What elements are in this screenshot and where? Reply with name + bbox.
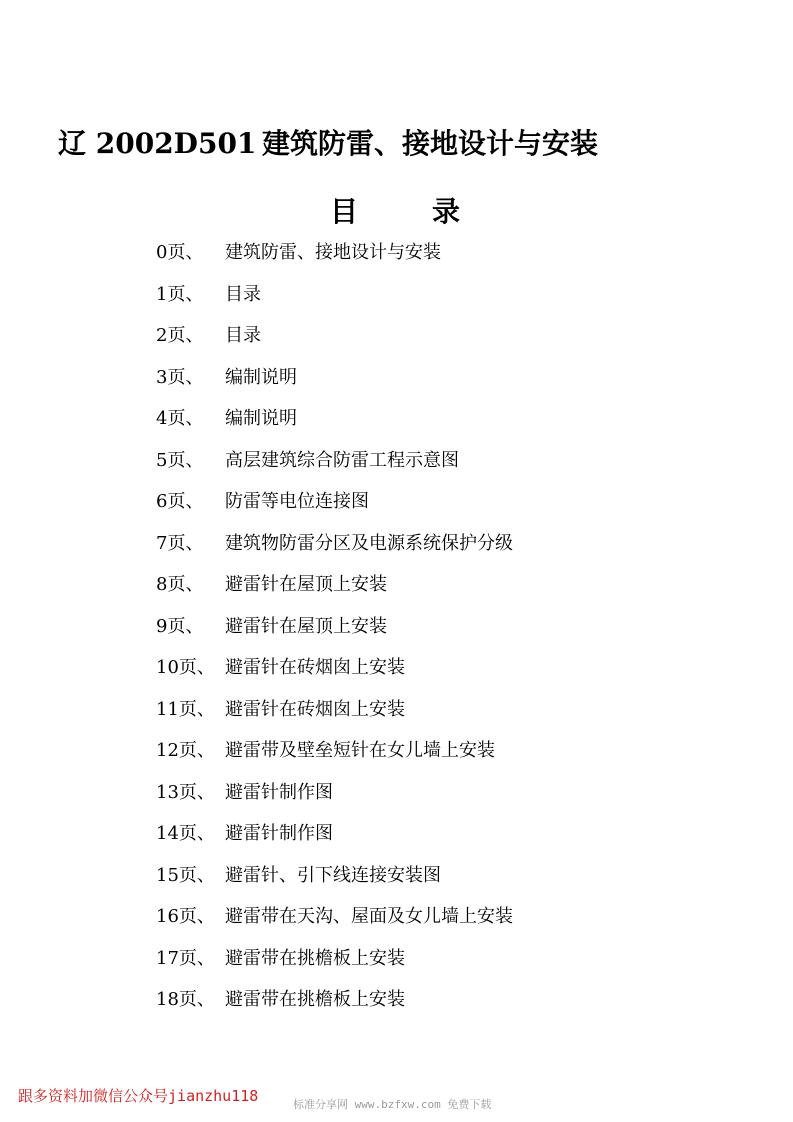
toc-page-number: 4页、 — [156, 408, 204, 429]
toc-entry — [156, 778, 756, 820]
toc-entry-title: 避雷针制作图 — [225, 781, 333, 803]
toc-entry-title: 避雷带及壁垒短针在女儿墙上安装 — [225, 740, 495, 761]
toc-entry-title: 避雷针在屋顶上安装 — [225, 615, 387, 637]
toc-entry — [156, 321, 756, 363]
toc-page-number: 8页、 — [156, 574, 204, 595]
toc-page-number: 18页、 — [156, 989, 215, 1010]
toc-page-number: 12页、 — [156, 740, 215, 761]
toc-entry-title: 避雷带在挑檐板上安装 — [225, 947, 405, 969]
toc-entry — [156, 363, 756, 405]
toc-entry — [156, 529, 756, 571]
toc-entry-title: 目录 — [225, 283, 261, 305]
toc-page-number: 1页、 — [156, 283, 204, 305]
toc-heading-left: 目 — [330, 195, 359, 228]
toc-entry-title: 编制说明 — [225, 408, 297, 429]
document-title — [58, 122, 598, 166]
toc-page-number: 3页、 — [156, 366, 204, 388]
toc-entry — [156, 695, 756, 737]
toc-entry — [156, 238, 756, 280]
toc-entry — [156, 736, 756, 778]
toc-page-number: 14页、 — [156, 823, 215, 844]
toc-entry-title: 避雷针在屋顶上安装 — [225, 574, 387, 595]
toc-page-number: 13页、 — [156, 781, 215, 803]
toc-entry-title: 避雷针、引下线连接安装图 — [225, 864, 441, 886]
toc-entry-title: 避雷带在挑檐板上安装 — [225, 989, 405, 1010]
toc-heading — [330, 192, 460, 232]
toc-page-number: 9页、 — [156, 615, 204, 637]
toc-entry — [156, 944, 756, 986]
toc-entry-title: 避雷针制作图 — [225, 823, 333, 844]
toc-page-number: 6页、 — [156, 491, 204, 512]
toc-entry-title: 避雷针在砖烟囱上安装 — [225, 698, 405, 720]
toc-entry — [156, 612, 756, 654]
toc-entry — [156, 902, 756, 944]
toc-page-number: 5页、 — [156, 449, 204, 471]
toc-entry-title: 避雷带在天沟、屋面及女儿墙上安装 — [225, 906, 513, 927]
toc-entry — [156, 570, 756, 612]
toc-entry-title: 建筑防雷、接地设计与安装 — [225, 242, 441, 263]
document-name: 建筑防雷、接地设计与安装 — [262, 127, 599, 160]
toc-entry — [156, 819, 756, 861]
toc-entry — [156, 446, 756, 488]
toc-entry — [156, 404, 756, 446]
contact-note: 跟多资料加微信公众号jianzhu118 — [18, 1087, 259, 1105]
toc-heading-right: 录 — [432, 195, 461, 228]
toc-entry-title: 目录 — [225, 325, 261, 346]
toc-entry-title: 建筑物防雷分区及电源系统保护分级 — [225, 532, 513, 554]
toc-page-number: 17页、 — [156, 947, 215, 969]
toc-entry-title: 避雷针在砖烟囱上安装 — [225, 657, 405, 678]
watermark-text: 标准分享网 www.bzfxw.com 免费下载 — [293, 1098, 492, 1111]
toc-page-number: 11页、 — [156, 698, 215, 720]
toc-entry — [156, 861, 756, 903]
toc-entry-title: 防雷等电位连接图 — [225, 491, 369, 512]
toc-page-number: 10页、 — [156, 657, 215, 678]
toc-page-number: 0页、 — [156, 242, 204, 263]
toc-entry — [156, 985, 756, 1027]
toc-entry-title: 编制说明 — [225, 366, 297, 388]
toc-entry-title: 高层建筑综合防雷工程示意图 — [225, 449, 459, 471]
toc-entry — [156, 653, 756, 695]
toc-entry — [156, 280, 756, 322]
toc-page-number: 7页、 — [156, 532, 204, 554]
toc-entry — [156, 487, 756, 529]
toc-list — [156, 238, 756, 1027]
toc-page-number: 2页、 — [156, 325, 204, 346]
toc-page-number: 15页、 — [156, 864, 215, 886]
document-code: 辽 2002D501 — [58, 127, 257, 160]
toc-page-number: 16页、 — [156, 906, 215, 927]
